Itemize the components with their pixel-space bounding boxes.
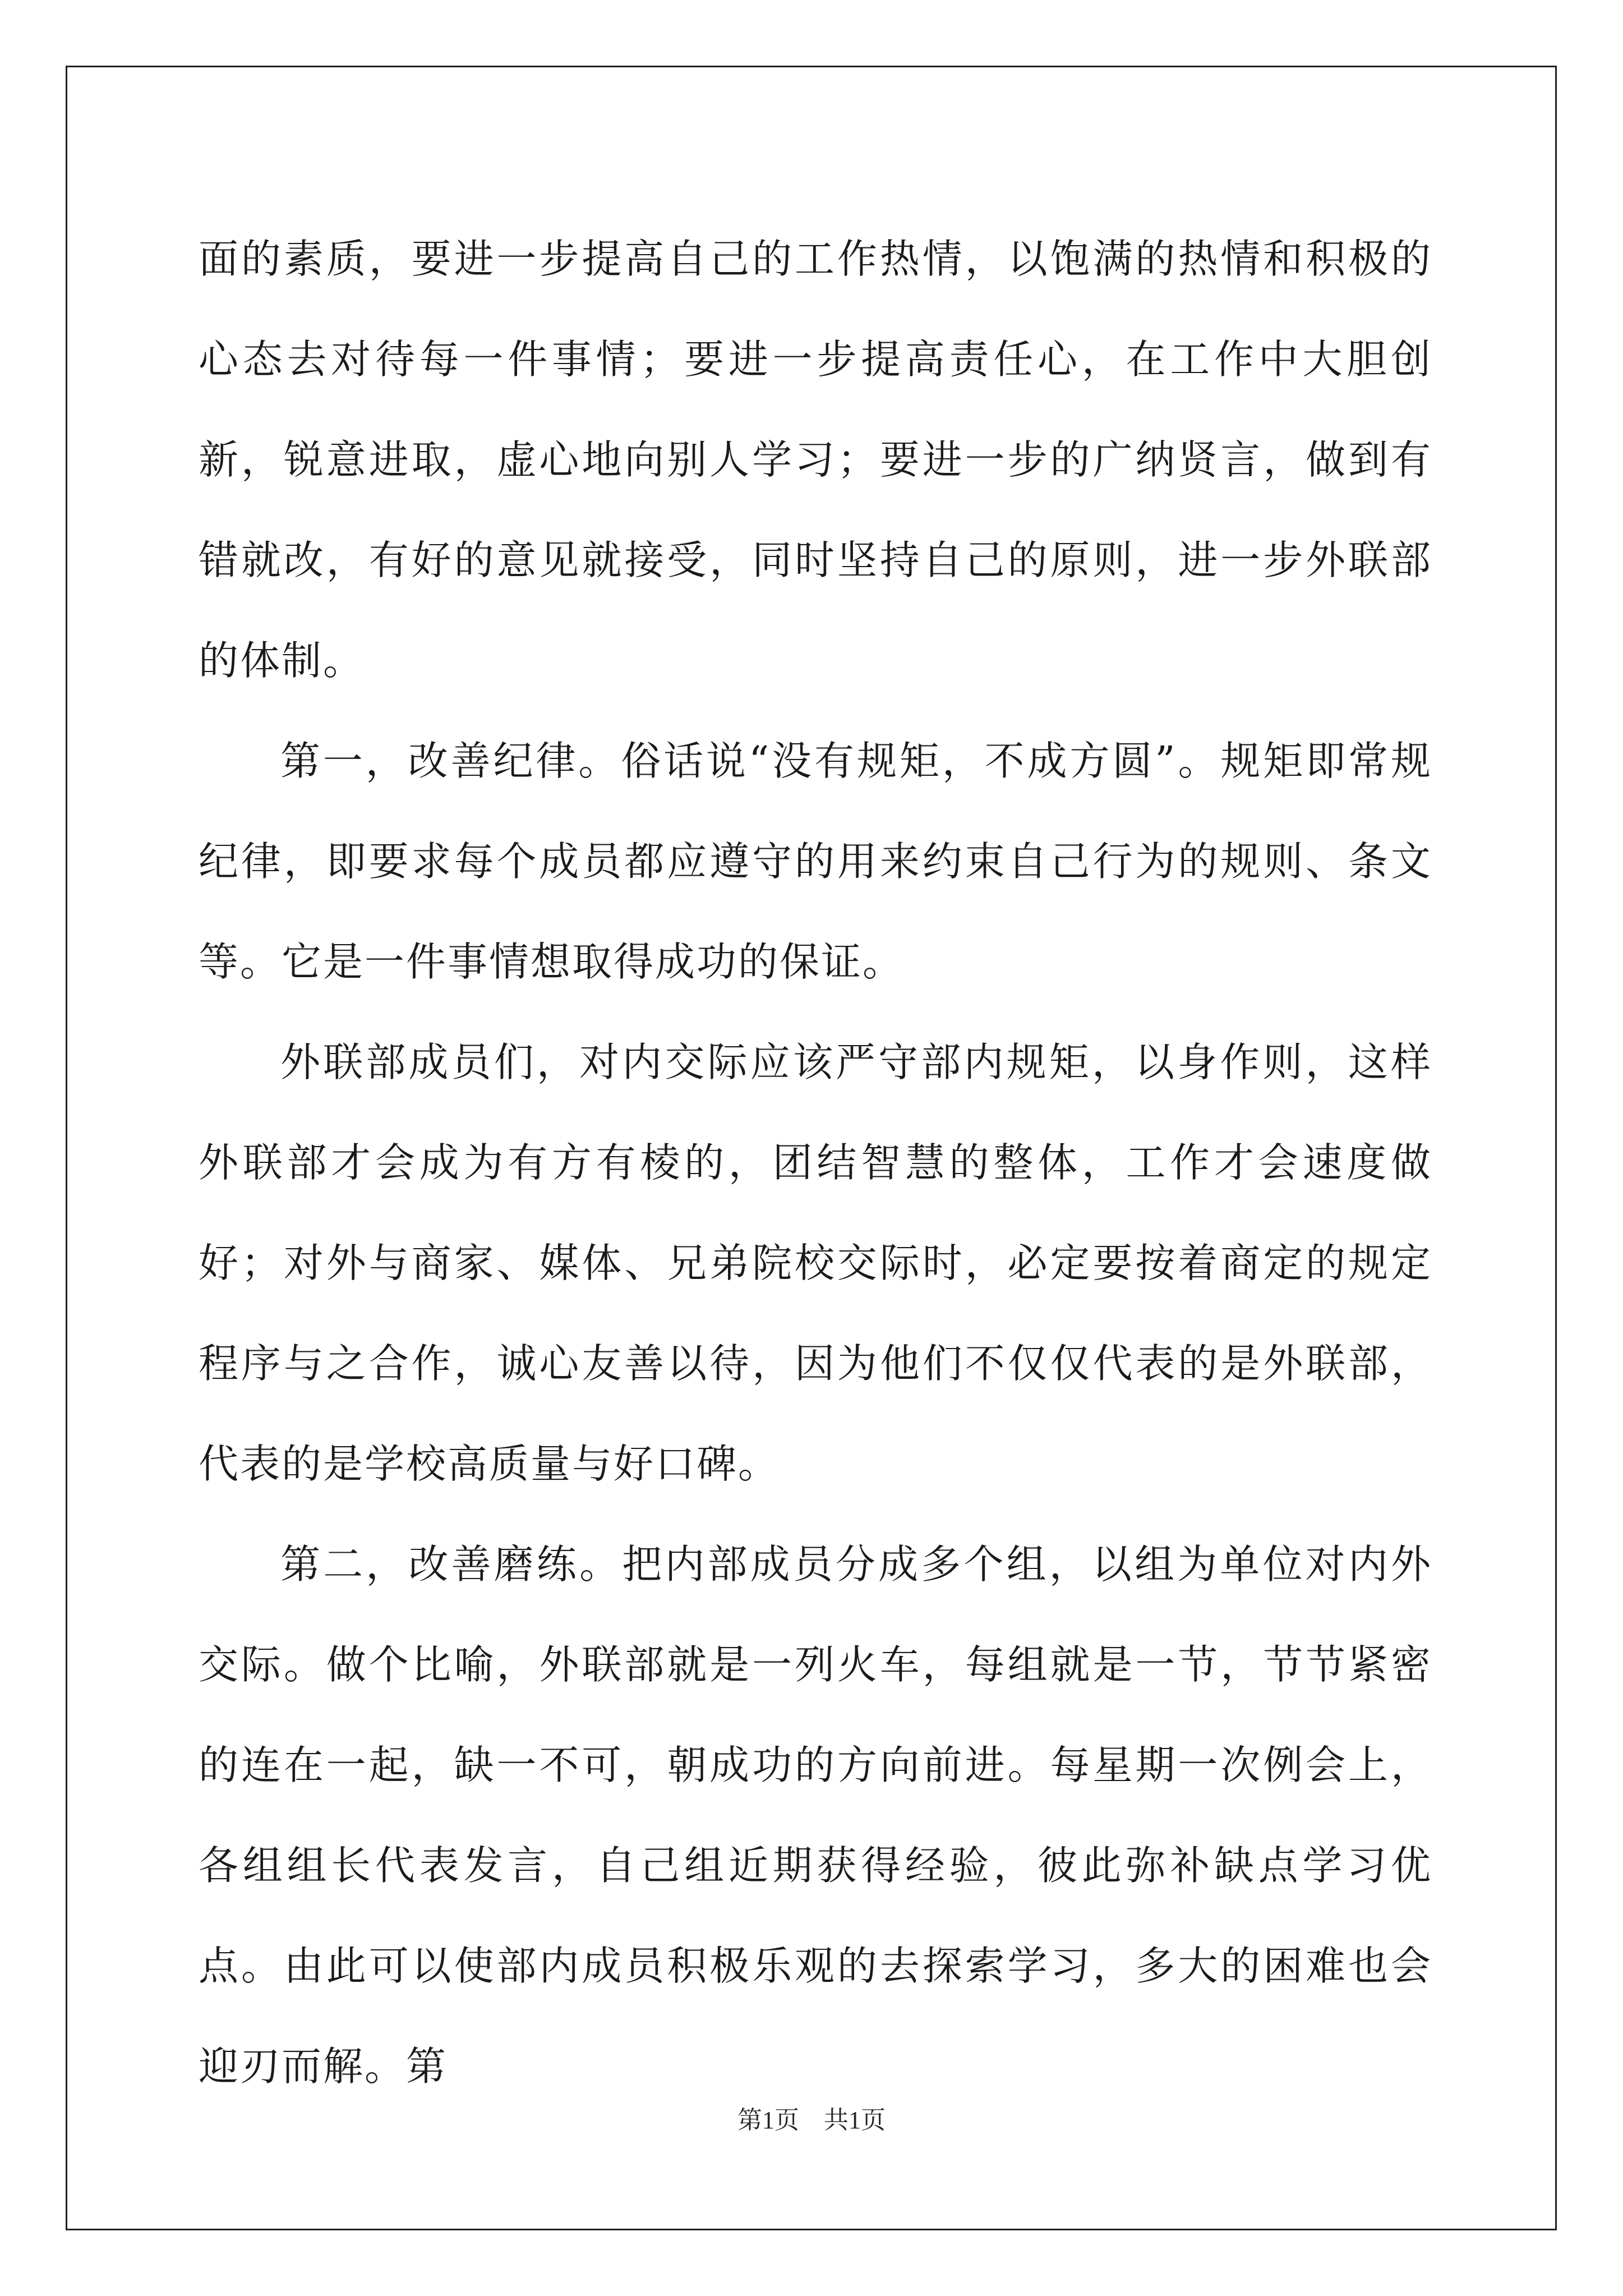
page-total: 共1页 [824, 2106, 886, 2134]
paragraph-1: 面的素质，要进一步提高自己的工作热情，以饱满的热情和积极的心态去对待每一件事情；要进一步提高责任心，在工作中大胆创新，锐意进取，虚心地向别人学习；要进一步的广纳贤言，做到有错就改，有好的意见就接受，同时坚持自己的原则，进一步外联部的体制。 [199, 236, 1432, 684]
paragraph-4: 第二，改善磨练。把内部成员分成多个组，以组为单位对内外交际。做个比喻，外联部就是一列火车，每组就是一节，节节紧密的连在一起，缺一不可，朝成功的方向前进。每星期一次例会上，各组组长代表发言，自己组近期获得经验，彼此弥补缺点学习优点。由此可以使部内成员积极乐观的去探索学习，多大的困难也会迎刃而解。第 [199, 1541, 1432, 2090]
paragraph-3: 外联部成员们，对内交际应该严守部内规矩，以身作则，这样外联部才会成为有方有棱的，团结智慧的整体，工作才会速度做好；对外与商家、媒体、兄弟院校交际时，必定要按着商定的规定程序与之合作，诚心友善以待，因为他们不仅仅代表的是外联部，代表的是学校高质量与好口碑。 [199, 1039, 1432, 1487]
document-body [199, 209, 1432, 2116]
paragraph-2: 第一，改善纪律。俗话说“没有规矩，不成方圆”。规矩即常规纪律，即要求每个成员都应遵守的用来约束自己行为的规则、条文等。它是一件事情想取得成功的保证。 [199, 738, 1432, 985]
page-number: 第1页 [737, 2106, 799, 2134]
page-footer [0, 2104, 1623, 2137]
